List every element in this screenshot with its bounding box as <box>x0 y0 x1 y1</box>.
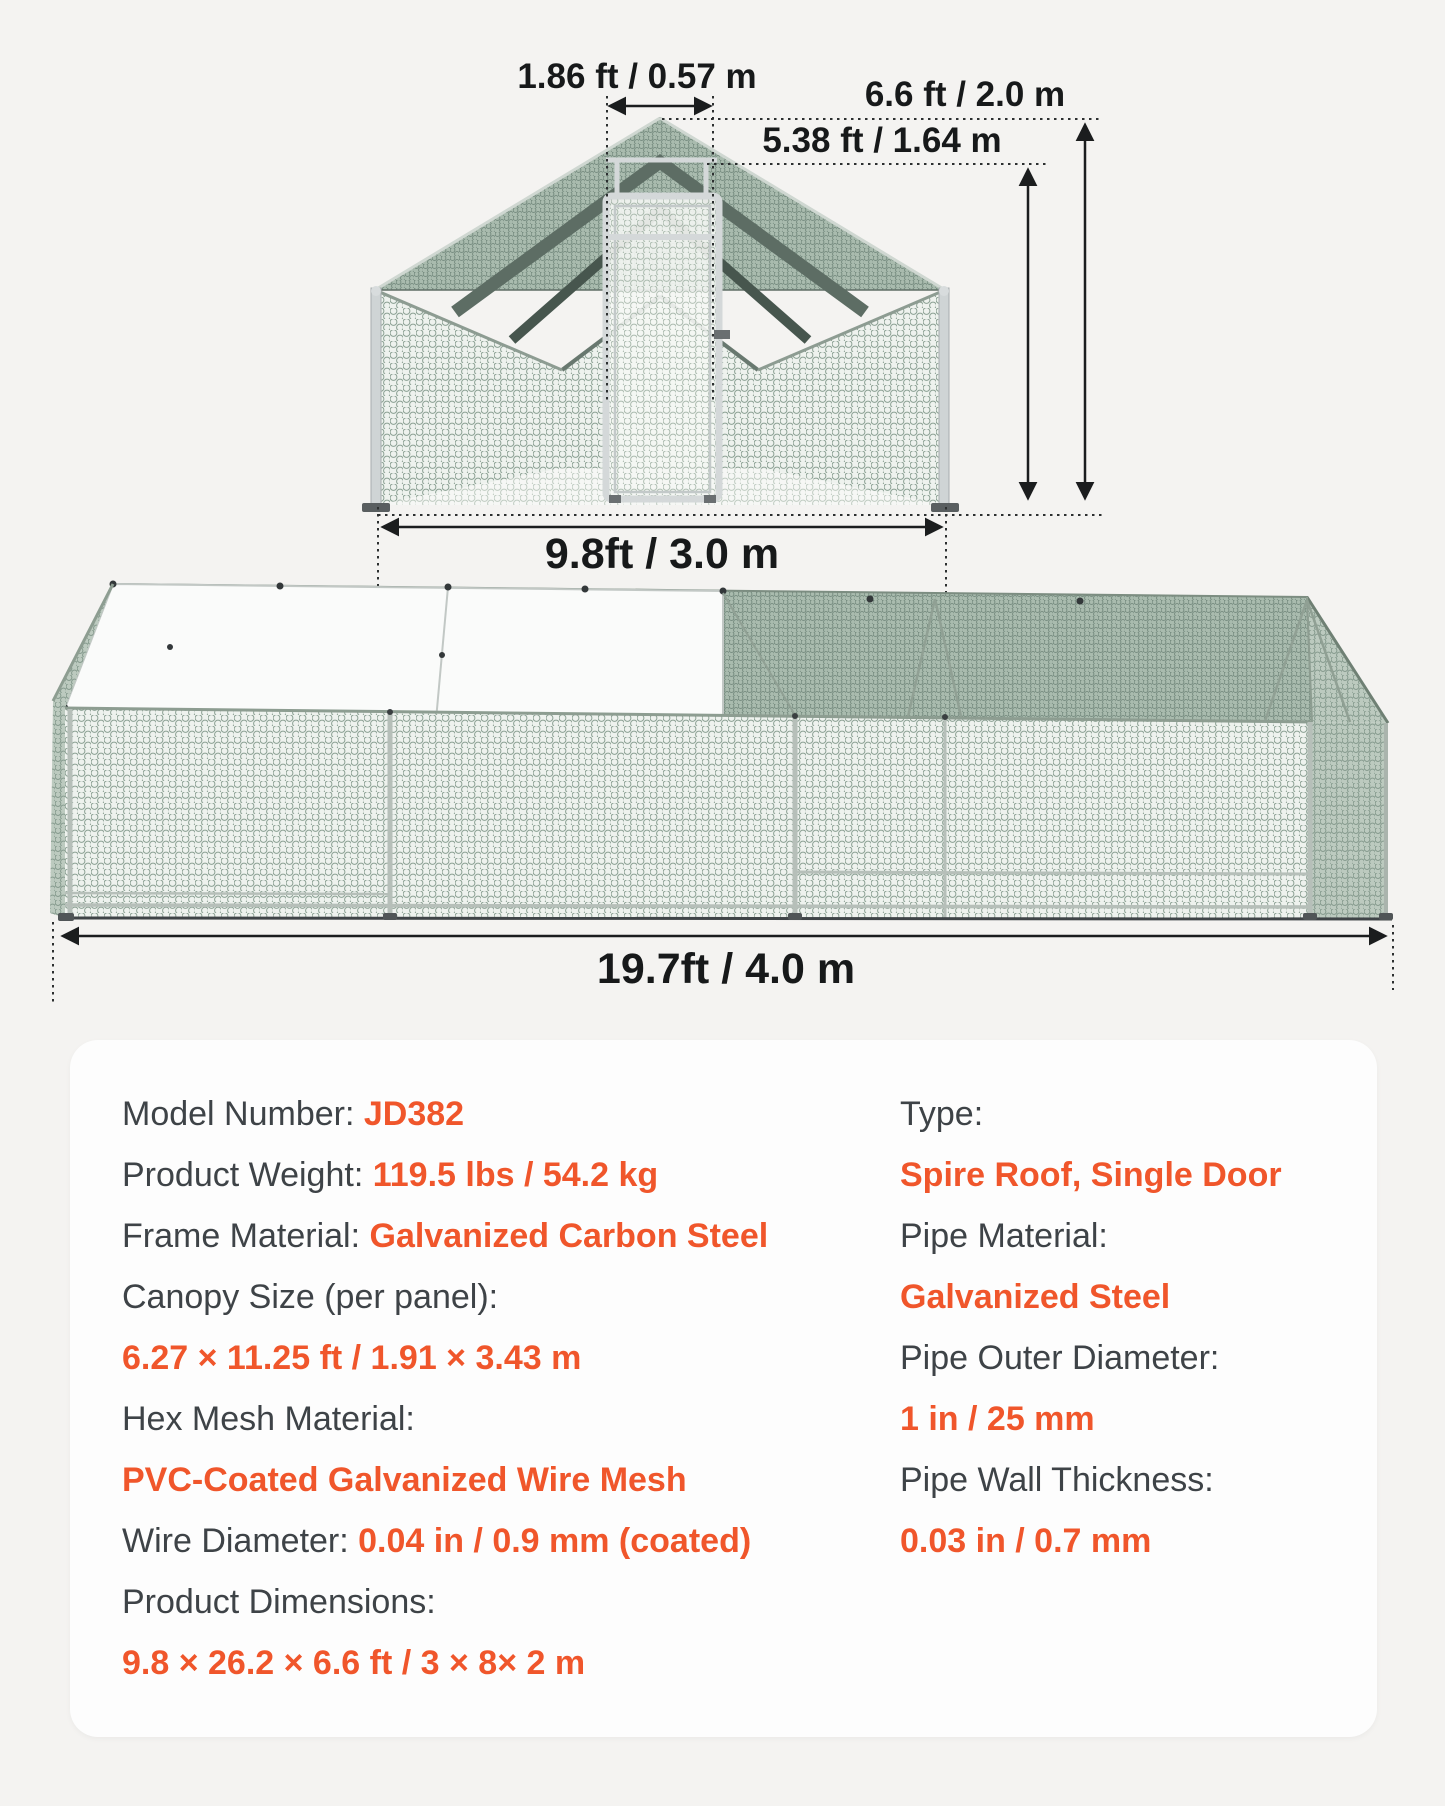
spec-value: Galvanized Steel <box>900 1278 1171 1316</box>
door-mesh <box>606 196 719 499</box>
spec-card <box>70 1040 1377 1737</box>
spec-row-hex-mesh-value <box>122 1450 842 1511</box>
spec-value: 0.04 in / 0.9 mm (coated) <box>358 1522 752 1560</box>
dim-total-height-label: 6.6 ft / 2.0 m <box>864 75 1066 114</box>
dim-spire-width-label: 1.86 ft / 0.57 m <box>517 57 757 96</box>
spec-row-model-number <box>122 1084 842 1145</box>
spec-label: Frame Material: <box>122 1217 370 1255</box>
door-foot-right <box>704 495 716 503</box>
spec-row-product-dimensions-label <box>122 1572 842 1633</box>
spec-column-left <box>122 1084 842 1694</box>
spec-label: Canopy Size (per panel): <box>122 1278 499 1316</box>
side-view-diagram <box>50 581 1393 1003</box>
spec-row-wire-diameter <box>122 1511 842 1572</box>
spec-row-pipe-outer-diameter-label <box>900 1328 1340 1389</box>
spec-label: Pipe Material: <box>900 1217 1108 1255</box>
spec-label: Pipe Outer Diameter: <box>900 1339 1220 1377</box>
spec-value: Galvanized Carbon Steel <box>369 1217 769 1255</box>
corner-post-left <box>371 288 381 505</box>
dim-ridge-height-label: 5.38 ft / 1.64 m <box>762 121 1002 160</box>
front-view-diagram <box>362 57 1105 600</box>
front-wall-mesh <box>65 708 1312 918</box>
spec-value: JD382 <box>363 1095 465 1133</box>
right-end-wall-mesh <box>1312 722 1388 918</box>
door-latch <box>714 330 730 339</box>
base-rail <box>58 918 1392 919</box>
spec-row-type-value <box>900 1145 1340 1206</box>
spec-row-pipe-material-value <box>900 1267 1340 1328</box>
eave-cap-left <box>371 286 381 296</box>
spec-label: Product Dimensions: <box>122 1583 436 1621</box>
spec-row-canopy-size-label <box>122 1267 842 1328</box>
spec-label: Hex Mesh Material: <box>122 1400 415 1438</box>
spec-label: Model Number: <box>122 1095 364 1133</box>
spec-value: 6.27 × 11.25 ft / 1.91 × 3.43 m <box>122 1339 582 1377</box>
spec-row-pipe-wall-thickness-label <box>900 1450 1340 1511</box>
foot-left <box>362 503 390 512</box>
spec-label: Type: <box>900 1095 984 1133</box>
spec-value: 119.5 lbs / 54.2 kg <box>372 1156 659 1194</box>
spec-row-product-weight <box>122 1145 842 1206</box>
spec-label: Pipe Wall Thickness: <box>900 1461 1214 1499</box>
eave-cap-right <box>939 286 949 296</box>
spec-label: Wire Diameter: <box>122 1522 359 1560</box>
spec-row-canopy-size-value <box>122 1328 842 1389</box>
spec-column-right <box>900 1084 1340 1572</box>
spec-value: 0.03 in / 0.7 mm <box>900 1522 1152 1560</box>
corner-post-right <box>939 288 949 505</box>
door-foot-left <box>609 495 621 503</box>
spec-row-pipe-outer-diameter-value <box>900 1389 1340 1450</box>
canopy-panels <box>65 584 723 722</box>
spec-row-product-dimensions-value <box>122 1633 842 1694</box>
spec-row-hex-mesh-label <box>122 1389 842 1450</box>
spec-value: 1 in / 25 mm <box>900 1400 1095 1438</box>
spec-value: PVC-Coated Galvanized Wire Mesh <box>122 1461 687 1499</box>
dim-length-label: 19.7ft / 4.0 m <box>596 945 856 993</box>
spec-row-frame-material <box>122 1206 842 1267</box>
spec-value: Spire Roof, Single Door <box>900 1156 1282 1194</box>
spec-label: Product Weight: <box>122 1156 373 1194</box>
spec-row-pipe-material-label <box>900 1206 1340 1267</box>
spec-row-type-label <box>900 1084 1340 1145</box>
dim-front-width-label: 9.8ft / 3.0 m <box>544 530 780 578</box>
left-end-wall-mesh <box>50 701 65 918</box>
spec-value: 9.8 × 26.2 × 6.6 ft / 3 × 8× 2 m <box>122 1644 586 1682</box>
spec-row-pipe-wall-thickness-value <box>900 1511 1340 1572</box>
